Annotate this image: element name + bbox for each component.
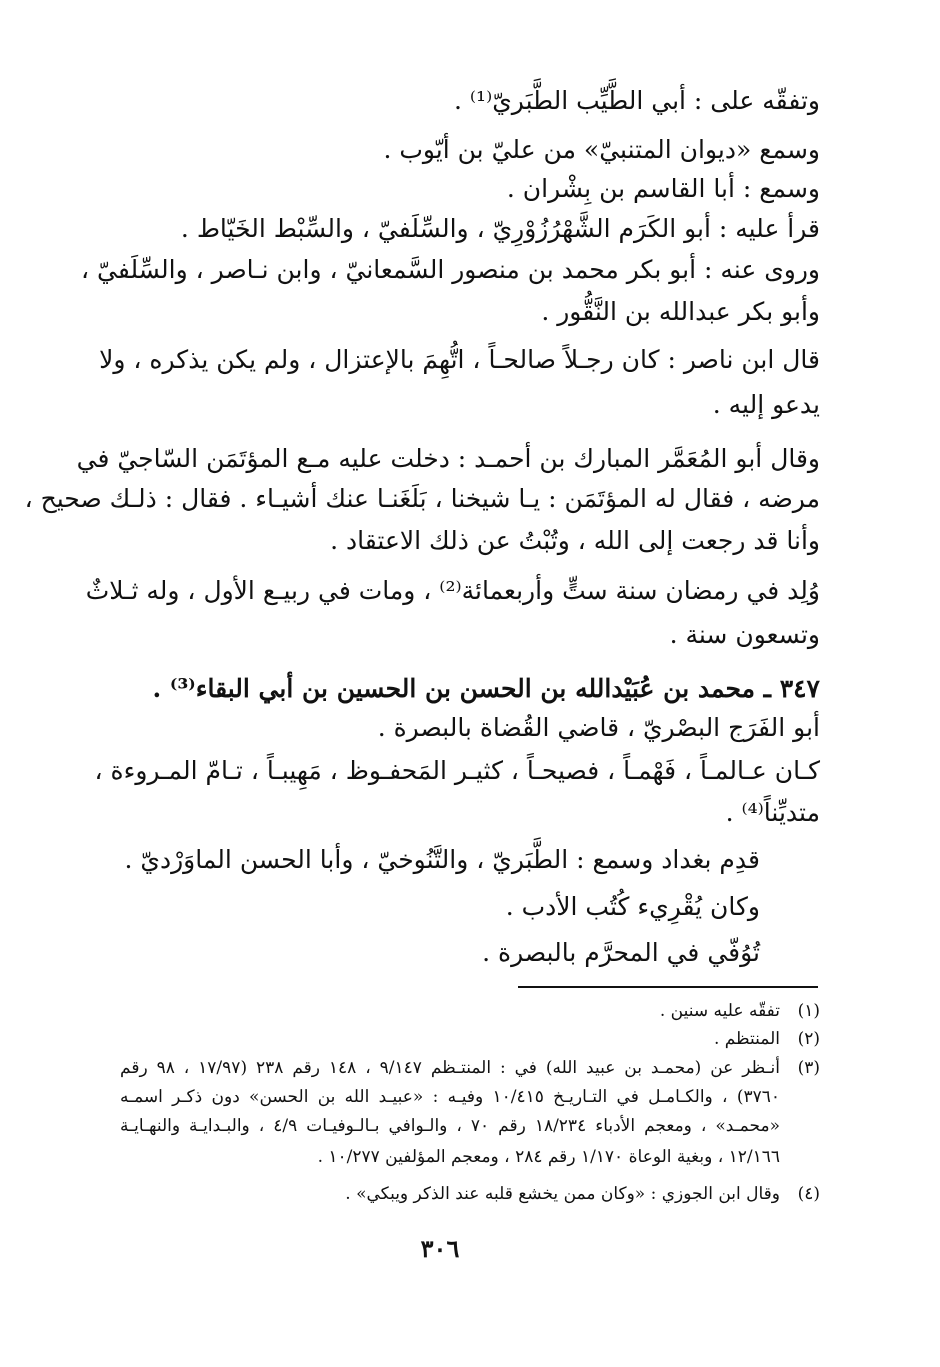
footnote-separator	[518, 986, 818, 988]
text-line: وُلِد في رمضان سنة ستٍّ وأربعمائة⁽²⁾ ، ومات في ربيـع الأول ، وله ثـلاثٌ	[85, 576, 820, 605]
footnote-text: المنتظم .	[713, 1029, 780, 1049]
text-line: أبو الفَرَج البصْريّ ، قاضي القُضاة بالبصرة .	[377, 713, 820, 742]
text-line: وكان يُقْرِيء كُتُب الأدب .	[505, 892, 760, 921]
text-line: وأبو بكر عبدالله بن النَّقُّور .	[541, 297, 820, 326]
footnote-text: أنـظر عن (محمـد بن عبيد الله) في : المنتـظم ٩/١٤٧ ، ١٤٨ رقم ٢٣٨ (١٧/٩٧ ، ٩٨ رقم	[120, 1058, 780, 1078]
text-line: وتسعون سنة .	[669, 620, 820, 649]
text-line: وتفقّه على : أبي الطَّيِّب الطَّبَريّ⁽¹⁾ .	[453, 86, 820, 115]
text-line: وقال أبو المُعَمَّر المبارك بن أحمـد : دخلت عليه مـع المؤتَمَن السّاجيّ في	[76, 444, 820, 473]
footnote-number: (٢)	[797, 1029, 820, 1049]
footnote-text: وقال ابن الجوزي : «وكان ممن يخشع قلبه عند الذكر ويبكي» .	[345, 1184, 780, 1204]
text-line: تُوُفّي في المحرَّم بالبصرة .	[482, 938, 760, 967]
text-line: قرأ عليه : أبو الكَرَم الشَّهْرُزُوْرِيّ ، والسِّلَفيّ ، والسِّبْط الخَيّاط .	[180, 214, 820, 243]
text-line: وأنا قد رجعت إلى الله ، وتُبْتُ عن ذلك الاعتقاد .	[330, 526, 820, 555]
text-line: كـان عـالمـاً ، فَهْمـاً ، فصيحـاً ، كثيـر المَحفـوظ ، مَهِيبـاً ، تـامّ المـروءة ،	[94, 756, 820, 785]
footnote-number: (٣)	[797, 1058, 820, 1078]
footnote-number: (٤)	[797, 1184, 820, 1204]
text-line: وسمع «ديوان المتنبيّ» من عليّ بن أيّوب .	[383, 135, 820, 164]
entry-heading: ٣٤٧ ـ محمد بن عُبَيْدالله بن الحسن بن الحسين بن أبي البقاء⁽³⁾ .	[152, 674, 820, 703]
footnote-text: «محمـد» ، ومعجم الأدباء ١٨/٢٣٤ رقم ٧٠ ، والـوافي بـالـوفيـات ٤/٩ ، والبـدايـة والنهـايـة	[120, 1116, 780, 1136]
text-line: يدعو إليه .	[712, 390, 820, 419]
footnote-text: تفقّه عليه سنين .	[659, 1001, 780, 1021]
text-line: قال ابن ناصر : كان رجـلاً صالحـاً ، اتُّهِمَ بالإعتزال ، ولم يكن يذكره ، ولا	[99, 345, 820, 374]
text-line: وسمع : أبا القاسم بن بِشْران .	[506, 174, 820, 203]
footnote-number: (١)	[797, 1001, 820, 1021]
text-line: متديِّناً⁽⁴⁾ .	[725, 798, 820, 827]
text-line: وروى عنه : أبو بكر محمد بن منصور السَّمعانيّ ، وابن نـاصر ، والسِّلَفيّ ،	[80, 255, 820, 284]
footnote-text: ١٢/١٦٦ ، وبغية الوعاة ١/١٧٠ رقم ٢٨٤ ، ومعجم المؤلفين ١٠/٢٧٧ .	[317, 1147, 780, 1167]
text-line: مرضه ، فقال له المؤتَمَن : يـا شيخنا ، بَلَغَنـا عنك أشيـاء . فقال : ذلـك صحيح ،	[24, 484, 820, 513]
page-number: ٣٠٦	[420, 1234, 460, 1263]
footnote-text: ٣٧٦٠) ، والكـامـل في التـاريـخ ١٠/٤١٥ وفيـه : «عبيـد الله بن الحسن» دون ذكـر اسمـه	[120, 1087, 780, 1107]
text-line: قدِم بغداد وسمع : الطَّبَريّ ، والتَّنُوخيّ ، وأبا الحسن الماوَرْديّ .	[124, 845, 760, 874]
